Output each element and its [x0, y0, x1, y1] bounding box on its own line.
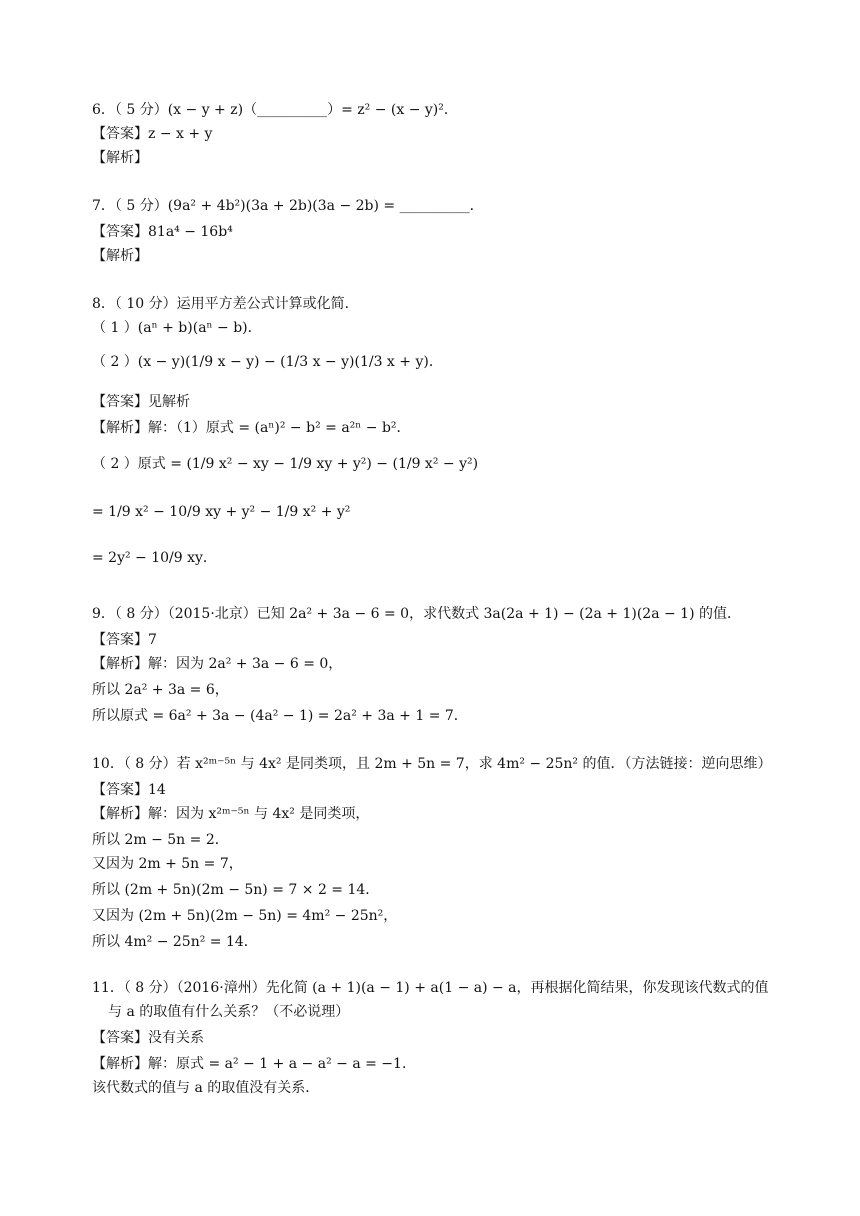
text-line-e10b: 所以 2m − 5n = 2． [92, 832, 229, 848]
text-line-q10: 10．（ 8 分）若 x²ᵐ⁻⁵ⁿ 与 4x² 是同类项，且 2m + 5n = 7，求 4m² − 25n² 的值．（方法链接：逆向思维） [92, 756, 772, 772]
text-line-e9a: 【解析】解：因为 2a² + 3a − 6 = 0， [92, 656, 343, 672]
text-line-a8: 【答案】见解析 [92, 394, 190, 410]
text-line-a9: 【答案】7 [92, 632, 157, 648]
text-line-e7: 【解析】 [92, 248, 148, 264]
text-line-e8d: = 2y² − 10/9 xy． [92, 550, 217, 566]
text-line-e9c: 所以原式 = 6a² + 3a − (4a² − 1) = 2a² + 3a + 1 = 7． [92, 708, 468, 724]
text-line-q8b: （ 2 ）(x − y)(1/9 x − y) − (1/3 x − y)(1/3 x + y)． [92, 354, 443, 370]
text-line-a11: 【答案】没有关系 [92, 1030, 204, 1046]
text-line-e8b: （ 2 ）原式 = (1/9 x² − xy − 1/9 xy + y²) − (1/9 x² − y²) [92, 456, 479, 472]
text-line-e11b: 该代数式的值与 a 的取值没有关系． [92, 1080, 320, 1096]
text-line-q7: 7．（ 5 分）(9a² + 4b²)(3a + 2b)(3a − 2b) = __________． [92, 198, 484, 214]
text-line-a10: 【答案】14 [92, 782, 166, 798]
text-line-q11: 11．（ 8 分）（2016·漳州）先化简 (a + 1)(a − 1) + a(1 − a) − a，再根据化简结果，你发现该代数式的值 [92, 980, 769, 996]
text-line-e10c: 又因为 2m + 5n = 7， [92, 856, 243, 872]
text-line-e11a: 【解析】解：原式 = a² − 1 + a − a² − a = −1． [92, 1056, 416, 1072]
text-line-e9b: 所以 2a² + 3a = 6， [92, 682, 229, 698]
text-line-e6: 【解析】 [92, 150, 148, 166]
text-line-a7: 【答案】81a⁴ − 16b⁴ [92, 224, 233, 240]
text-line-q9: 9．（ 8 分）（2015·北京）已知 2a² + 3a − 6 = 0，求代数式 3a(2a + 1) − (2a + 1)(2a − 1) 的值． [92, 606, 742, 622]
text-line-e10f: 所以 4m² − 25n² = 14． [92, 934, 258, 950]
text-line-e10a: 【解析】解：因为 x²ᵐ⁻⁵ⁿ 与 4x² 是同类项， [92, 806, 370, 822]
text-line-a6: 【答案】z − x + y [92, 126, 213, 142]
text-line-e10e: 又因为 (2m + 5n)(2m − 5n) = 4m² − 25n²， [92, 908, 398, 924]
text-line-e8a: 【解析】解：（1）原式 = (aⁿ)² − b² = a²ⁿ − b²． [92, 420, 411, 436]
text-line-e8c: = 1/9 x² − 10/9 xy + y² − 1/9 x² + y² [92, 504, 351, 520]
text-line-q11b: 与 a 的取值有什么关系？（不必说理） [108, 1004, 350, 1020]
text-line-e10d: 所以 (2m + 5n)(2m − 5n) = 7 × 2 = 14． [92, 882, 380, 898]
text-line-q6: 6．（ 5 分）(x − y + z)（__________）= z² − (x − y)²． [92, 102, 458, 118]
text-line-q8a: （ 1 ）(aⁿ + b)(aⁿ − b)． [92, 320, 262, 336]
text-line-q8: 8．（ 10 分）运用平方差公式计算或化简． [92, 296, 359, 312]
